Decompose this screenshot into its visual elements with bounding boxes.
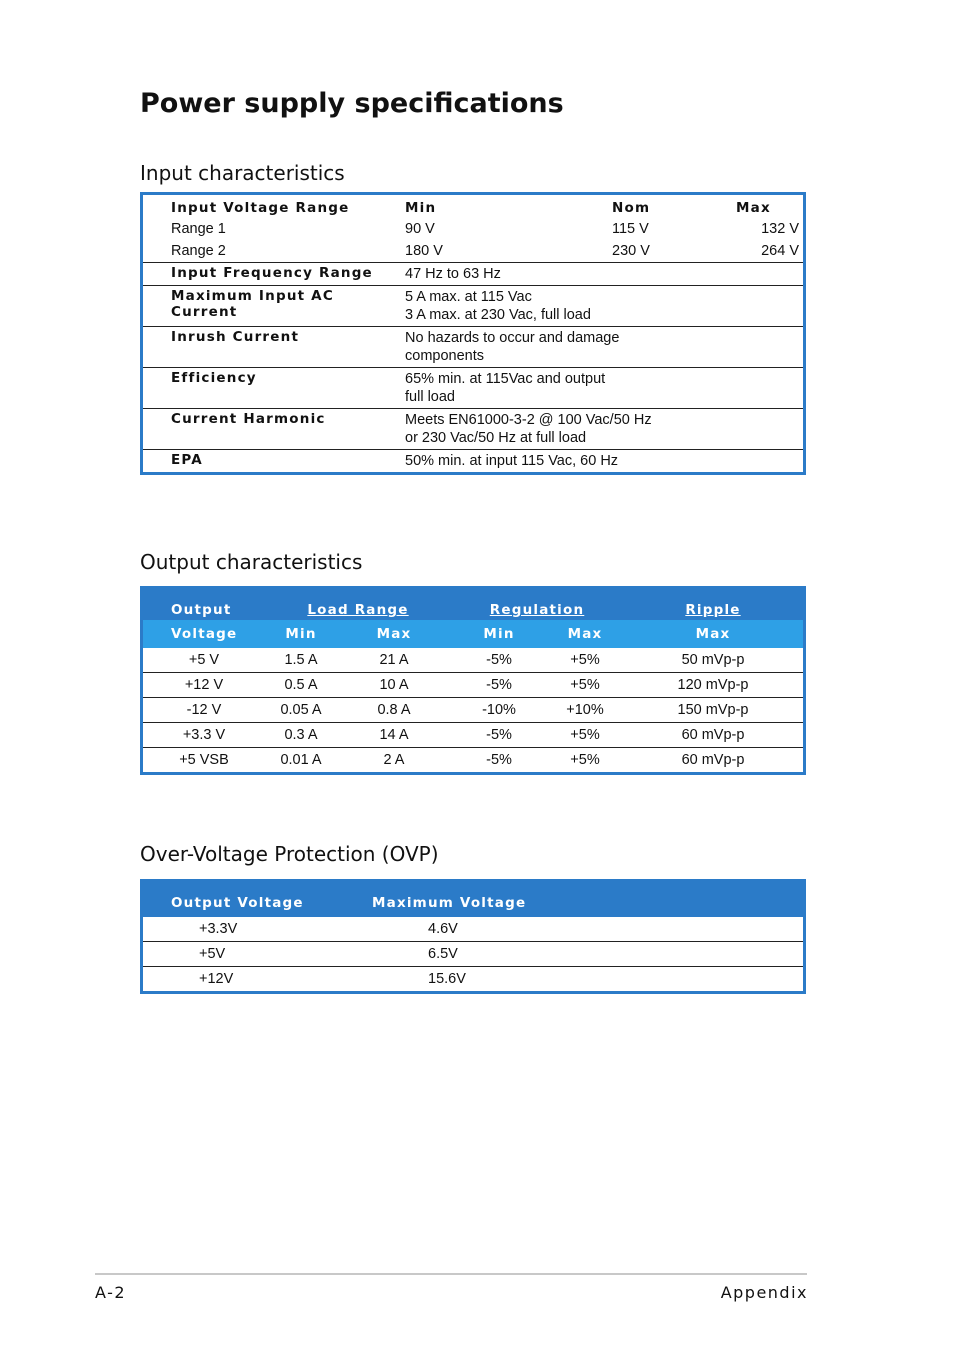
maximum-voltage-header: Maximum Voltage [372, 895, 527, 911]
efficiency-label: Efficiency [143, 368, 401, 409]
ovp-maximum-voltage: 15.6V [428, 971, 466, 987]
table-row [143, 723, 803, 748]
maximum-input-ac-current-value: 5 A max. at 115 Vac 3 A max. at 230 Vac, full load [401, 286, 803, 327]
nom-header: Nom [612, 200, 651, 216]
output-characteristics-table [140, 586, 806, 775]
epa-row [143, 450, 803, 473]
ripple-max: 120 mVp-p [623, 673, 803, 698]
output-voltage: +5 V [143, 648, 265, 673]
efficiency-value: 65% min. at 115Vac and output full load [401, 368, 803, 409]
range-2-max: 264 V [726, 240, 803, 263]
regulation-min: -5% [451, 673, 547, 698]
ovp-output-voltage: +3.3V [143, 917, 368, 942]
ovp-maximum-voltage: 6.5V [368, 942, 803, 967]
ripple-max: 60 mVp-p [623, 723, 803, 748]
range-1-row [143, 218, 803, 240]
range-2-row [143, 240, 803, 263]
page-title: Power supply specifications [140, 88, 564, 119]
regulation-max: +5% [570, 752, 600, 768]
current-harmonic-label: Current Harmonic [143, 409, 401, 450]
range-1-min: 90 V [405, 221, 435, 237]
input-frequency-range-label: Input Frequency Range [143, 263, 401, 286]
max-header: Max [736, 200, 771, 216]
output-characteristics-heading: Output characteristics [140, 550, 363, 574]
regulation-min: -5% [486, 752, 512, 768]
table-row [143, 748, 803, 773]
output-voltage: -12 V [143, 698, 265, 723]
output-group-header-row [143, 589, 803, 620]
table-row [143, 673, 803, 698]
epa-label: EPA [171, 452, 203, 468]
regulation-max: +10% [547, 698, 623, 723]
ripple-max: 150 mVp-p [623, 698, 803, 723]
input-frequency-range-value: 47 Hz to 63 Hz [401, 263, 803, 286]
table-row [143, 648, 803, 673]
load-min: 0.5 A [265, 673, 337, 698]
min-header: Min [405, 200, 437, 216]
input-characteristics-table [140, 192, 806, 475]
ovp-maximum-voltage: 4.6V [368, 917, 803, 942]
output-voltage: +5 VSB [179, 752, 229, 768]
output-voltage: +3.3 V [143, 723, 265, 748]
range-2-min: 180 V [401, 240, 608, 263]
regulation-min: -5% [451, 723, 547, 748]
current-harmonic-row [143, 409, 803, 450]
inrush-current-row [143, 327, 803, 368]
load-max: 10 A [337, 673, 451, 698]
table-row [143, 698, 803, 723]
output-sub-header-row [143, 620, 803, 648]
regulation-max-header: Max [567, 626, 603, 642]
regulation-header: Regulation [489, 602, 585, 618]
range-1-nom: 115 V [612, 221, 649, 237]
regulation-min: -10% [451, 698, 547, 723]
regulation-max: +5% [547, 673, 623, 698]
output-voltage-header: Output Voltage [171, 895, 304, 911]
output-voltage: +12 V [143, 673, 265, 698]
inrush-current-value: No hazards to occur and damage components [401, 327, 803, 368]
table-row [143, 942, 803, 967]
ripple-max: 60 mVp-p [681, 752, 745, 768]
ovp-output-voltage: +5V [143, 942, 368, 967]
epa-value: 50% min. at input 115 Vac, 60 Hz [405, 453, 619, 469]
table-row [143, 917, 803, 942]
current-harmonic-value: Meets EN61000-3-2 @ 100 Vac/50 Hz or 230 Vac/50 Hz at full load [401, 409, 803, 450]
load-max-header: Max [376, 626, 412, 642]
load-min: 0.3 A [265, 723, 337, 748]
ripple-max-header: Max [695, 626, 731, 642]
input-frequency-range-row [143, 263, 803, 286]
input-voltage-range-label: Input Voltage Range [171, 200, 350, 216]
footer-section-name: Appendix [720, 1283, 808, 1302]
maximum-input-ac-current-label: Maximum Input AC Current [143, 286, 401, 327]
ovp-table [140, 879, 806, 994]
ovp-heading: Over-Voltage Protection (OVP) [140, 842, 439, 866]
load-min-header: Min [285, 626, 317, 642]
efficiency-row [143, 368, 803, 409]
range-1-max: 132 V [761, 221, 799, 237]
table-row [143, 967, 803, 992]
ovp-header-row [143, 882, 803, 917]
regulation-min-header: Min [483, 626, 515, 642]
input-characteristics-heading: Input characteristics [140, 161, 345, 185]
regulation-max: +5% [547, 723, 623, 748]
input-voltage-range-header-row [143, 195, 803, 218]
load-min: 0.05 A [265, 698, 337, 723]
page-number: A-2 [95, 1283, 127, 1302]
output-header: Output [171, 602, 232, 618]
voltage-header: Voltage [171, 626, 238, 642]
ripple-max: 50 mVp-p [623, 648, 803, 673]
load-range-header: Load Range [307, 602, 409, 618]
load-max: 21 A [337, 648, 451, 673]
footer-rule [95, 1273, 807, 1275]
load-min: 0.01 A [280, 752, 322, 768]
range-1-label: Range 1 [171, 221, 226, 237]
ripple-header: Ripple [685, 602, 741, 618]
regulation-max: +5% [547, 648, 623, 673]
regulation-min: -5% [451, 648, 547, 673]
load-max: 14 A [337, 723, 451, 748]
load-max: 0.8 A [337, 698, 451, 723]
inrush-current-label: Inrush Current [143, 327, 401, 368]
load-max: 2 A [383, 752, 405, 768]
ovp-output-voltage: +12V [199, 971, 234, 987]
range-2-nom: 230 V [608, 240, 726, 263]
load-min: 1.5 A [265, 648, 337, 673]
maximum-input-ac-current-row [143, 286, 803, 327]
range-2-label: Range 2 [143, 240, 401, 263]
